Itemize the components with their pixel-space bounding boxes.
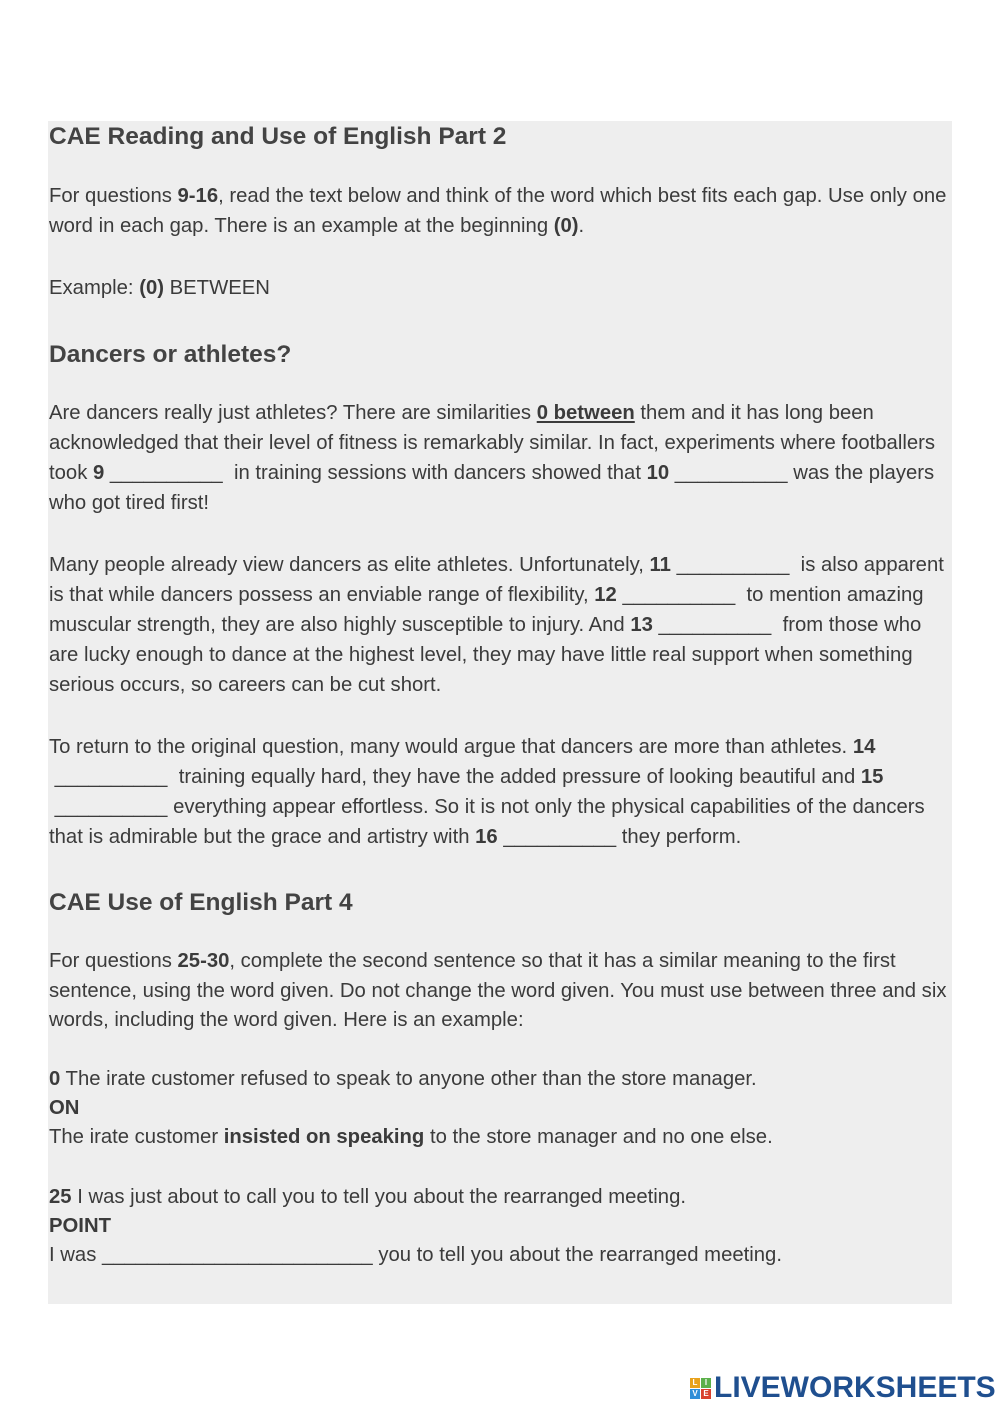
q25-keyword: POINT [49, 1215, 111, 1237]
gap-15-input[interactable]: __________ [49, 796, 168, 818]
gap-number-14: 14 [852, 736, 876, 758]
q25-sentence: 25 I was just about to call you to tell you about the rearranged meeting. [49, 1186, 687, 1208]
gap-12-input[interactable]: __________ [616, 584, 741, 606]
gap-16-input[interactable]: __________ [497, 826, 617, 848]
liveworksheets-logo [690, 1372, 996, 1404]
logo-letter-l: L [690, 1378, 700, 1388]
part4-example [49, 1065, 773, 1152]
logo-letter-i: I [701, 1378, 711, 1388]
gap-14-input[interactable]: __________ [49, 766, 174, 788]
text-paragraph-1: Are dancers really just athletes? There are similarities 0 between them and it has long been acknowledged that their level of fitness is remarkably similar. In fact, experiments where footballers took 9 __________ in training sessions with dancers showed that 10 __________ was the players who got tired first! [49, 402, 936, 514]
example-answer: 0 between [536, 402, 635, 424]
part2-example: Example: (0) BETWEEN [49, 277, 270, 299]
logo-letter-e: E [701, 1389, 711, 1399]
gap-number-9: 9 [92, 462, 105, 484]
q25-rewrite: I was ________________________ you to tell you about the rearranged meeting. [49, 1244, 782, 1266]
gap-25-input[interactable]: ________________________ [101, 1244, 373, 1266]
part2-heading: CAE Reading and Use of English Part 2 [49, 123, 507, 150]
gap-number-10: 10 [646, 462, 670, 484]
text-paragraph-3: To return to the original question, many would argue that dancers are more than athletes. 14 __________ training equally hard, they have the added pressure of looking beautiful and 15 __________ everything appear effortless. So it is not only the physical capabilities of the dancers that is admirable but the grace and artistry with 16 __________ they perform. [49, 736, 925, 848]
gap-number-12: 12 [594, 584, 617, 606]
gap-11-input[interactable]: __________ [670, 554, 796, 576]
gap-10-input[interactable]: __________ [669, 462, 788, 484]
gap-number-13: 13 [630, 614, 653, 636]
part4-instructions: For questions 25-30, complete the second sentence so that it has a similar meaning to the first sentence, using the word given. Do not change the word given. You must use between three and six words, including the word given. Here is an example: [49, 950, 947, 1031]
gap-number-11: 11 [649, 554, 671, 576]
logo-mark-icon [690, 1378, 711, 1399]
example-rewrite: The irate customer insisted on speaking to the store manager and no one else. [49, 1126, 773, 1148]
gap-number-15: 15 [860, 766, 884, 788]
part4-heading: CAE Use of English Part 4 [49, 889, 353, 916]
text-title: Dancers or athletes? [49, 341, 292, 368]
question-25 [49, 1183, 782, 1270]
example-keyword: ON [49, 1097, 80, 1119]
text-paragraph-2: Many people already view dancers as elite athletes. Unfortunately, 11 __________ is also apparent is that while dancers possess an enviable range of flexibility, 12 __________ to mention amazing muscular strength, they are also highly susceptible to injury. And 13 __________ from those who are lucky enough to dance at the highest level, they may have little real support when something serious occurs, so careers can be cut short. [49, 554, 944, 696]
example-sentence: 0 The irate customer refused to speak to anyone other than the store manager. [49, 1068, 757, 1090]
logo-text: LIVEWORKSHEETS [714, 1371, 996, 1404]
gap-9-input[interactable]: __________ [104, 462, 229, 484]
part2-instructions: For questions 9-16, read the text below and think of the word which best fits each gap. Use only one word in each gap. There is an example at the beginning (0). [49, 185, 947, 237]
logo-letter-v: V [690, 1389, 700, 1399]
gap-number-16: 16 [475, 826, 498, 848]
gap-13-input[interactable]: __________ [652, 614, 777, 636]
